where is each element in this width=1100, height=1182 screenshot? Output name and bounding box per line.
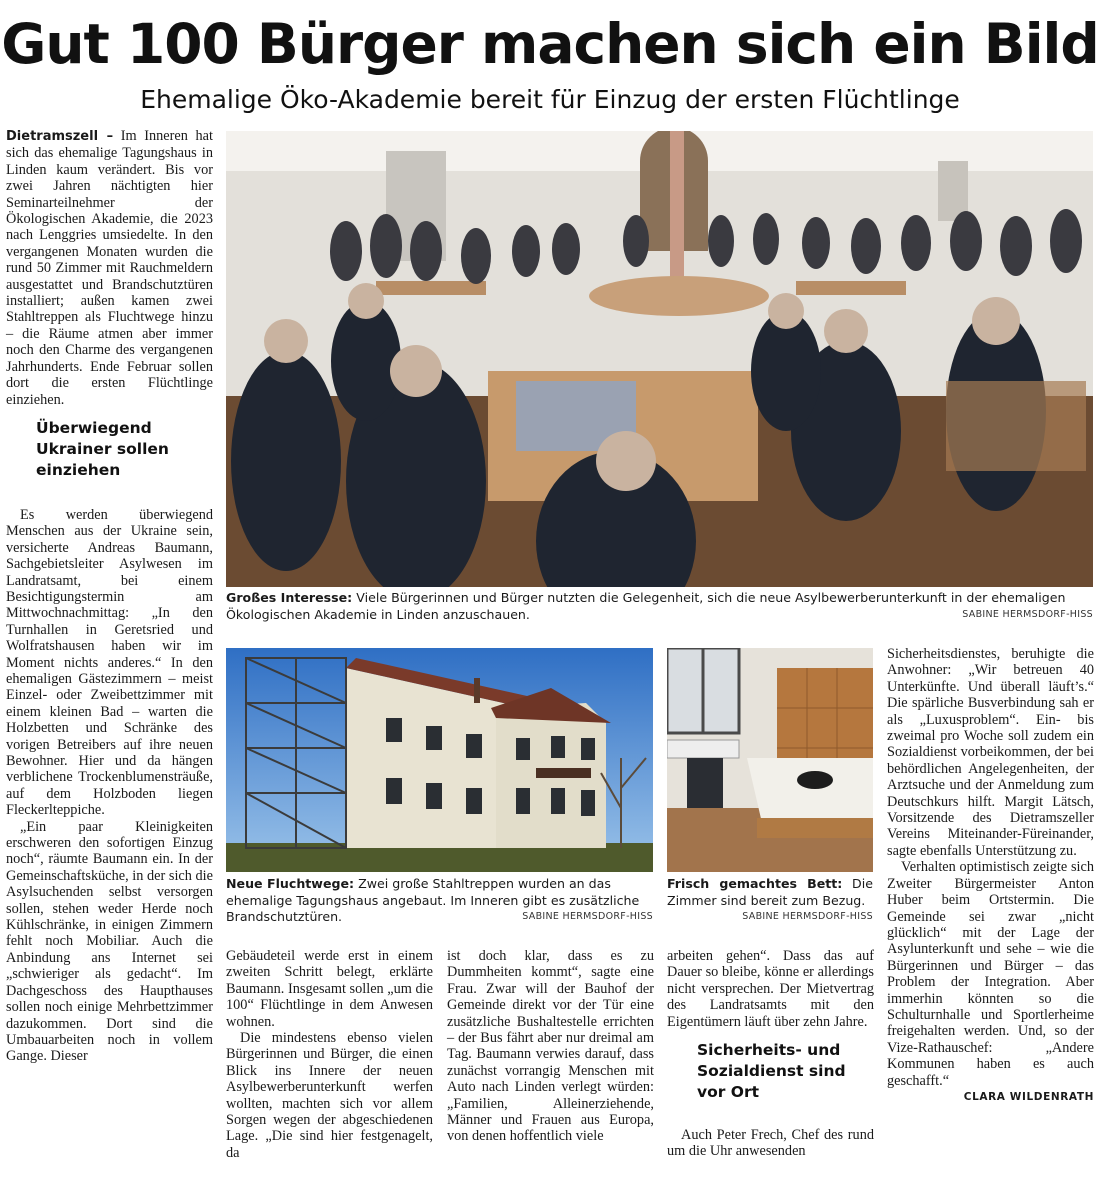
photo-credit: SABINE HERMSDORF-HISS (742, 911, 873, 922)
paragraph-4: Gebäudeteil werde erst in einem zweiten Schritt belegt, erklärte Baumann. Insgesamt sollen „um die 100“ Flüchtlinge in dem Anwesen wohnen. (226, 948, 433, 1030)
caption-lead: Neue Fluchtwege: (226, 876, 355, 891)
room-photo (667, 648, 873, 872)
caption-text: Viele Bürgerinnen und Bürger nutzten die Gelegenheit, sich die neue Asylbewerberunterkunft in der ehemaligen Ökologischen Akademie in Linden anzuschauen. (226, 590, 1066, 622)
caption-lead: Frisch gemachtes Bett: (667, 876, 843, 891)
photo-credit: SABINE HERMSDORF-HISS (962, 608, 1093, 620)
paragraph-8: Auch Peter Frech, Chef des rund um die Uhr anwesenden (667, 1127, 874, 1160)
subheadline: Ehemalige Öko-Akademie bereit für Einzug der ersten Flüchtlinge (140, 85, 960, 114)
paragraph-10: Verhalten optimistisch zeigte sich Zweiter Bürgermeister Anton Huber beim Ortstermin. Die Gemeinde sei zwar „nicht glücklich“ mit der Lage der Asylunterkunft und sehe – wie die Bürgerinnen und Bürger – das Problem der Integration. Aber immerhin könnten so die Schulturnhalle und Sportlerheime freigehalten werden. Und, so der Vize-Rathauschef: „Andere Kommunen haben es auch geschafft.“ (887, 859, 1094, 1089)
main-photo-caption (226, 590, 1093, 623)
headline: Gut 100 Bürger machen sich ein Bild (1, 12, 1099, 76)
paragraph-1 (6, 128, 213, 408)
paragraph-5: Die mindestens ebenso vielen Bürgerinnen und Bürger, die einen Blick ins Innere der neuen Asylbewerberunterkunft werfen wollten, machten sich vor allem Sorgen wegen der abgeschiedenen Lage. „Die sind hier festgenagelt, da (226, 1030, 433, 1161)
photo-credit: SABINE HERMSDORF-HISS (522, 911, 653, 922)
section-subhead-2: Sicherheits- und Sozialdienst sind vor Ort (697, 1041, 846, 1102)
paragraph-1-text: Im Inneren hat sich das ehemalige Tagungshaus in Linden kaum verändert. Bis vor zwei Jahren nächtigten hier Seminarteilnehmer der Ökologischen Akademie, die 2023 nach Lenggries umsiedelte. In den vergangenen Monaten wurden die rund 50 Zimmer mit Rauchmeldern ausgestattet und Brandschutztüren installiert; außen kamen zwei Stahltreppen als Fluchtwege hinzu – die Räume atmen aber immer noch den Charme des vergangenen Jahrhunderts. Ende Februar sollen dort die ersten Flüchtlinge einziehen. (6, 128, 213, 408)
dateline: Dietramszell – (6, 129, 114, 144)
article-column-3 (447, 948, 654, 1145)
building-photo (226, 648, 653, 872)
author-byline: CLARA WILDENRATH (963, 1090, 1094, 1103)
paragraph-2: Es werden überwiegend Menschen aus der Ukraine sein, versicherte Andreas Baumann, Sachgebietsleiter Asylwesen im Landratsamt, bei einem Besichtigungstermin am Mittwochnachmittag: „In den Turnhallen in Geretsried und Wolfratshausen haben wir im Moment nichts anderes.“ In den ehemaligen Gästezimmern – meist Einzel- oder Zweibettzimmer mit einem kleinen Bad – warten die Holzbetten und Schränke des vorigen Betreibers auf ihre neuen Bewohner. Hier und da hängen verblichene Trockenblumensträuße, auf dem Holzboden liegen Fleckerlteppiche. (6, 506, 213, 819)
room-photo-caption (667, 876, 873, 926)
caption-text: Zwei große Stahltreppen wurden an das ehemalige Tagungshaus angebaut. Im Inneren gibt es zusätzliche Brandschutztüren. (226, 876, 640, 924)
caption-lead: Großes Interesse: (226, 590, 353, 605)
article-column-4 (667, 948, 874, 1160)
paragraph-3: „Ein paar Kleinigkeiten erschweren den sofortigen Einzug noch“, räumte Baumann ein. In der Gemeinschaftsküche, in der sich die Asylsuchenden selbst versorgen sollen, stehen weder Herde noch Kühlschränke, in einigen Zimmern fehlt noch Mobiliar. Auch die Anbindung ans Internet sei „schwieriger als gedacht“. Im Dachgeschoss des Haupthauses sollen noch einige Mehrbettzimmer dazukommen. Dort sind die Umbauarbeiten noch in vollem Gange. Dieser (6, 818, 213, 1065)
paragraph-9: Sicherheitsdienstes, beruhigte die Anwohner: „Wir betreuen 40 Unterkünfte. Und überall läuft’s.“ Die spärliche Busverbindung sah er als „Luxusproblem“. Ein- bis zweimal pro Woche soll zudem ein Sozialdienst vorbeikommen, der bei behördlichen Angelegenheiten, der Arztsuche und der Anmeldung zum Deutschkurs hilft. Margit Lätsch, Vorsitzende des Dietramszeller Vereins Miteinander-Füreinander, sagte ebenfalls Unterstützung zu. (887, 646, 1094, 859)
article-column-2 (226, 948, 433, 1161)
article-column-1 (6, 128, 213, 1065)
caption-text: Die Zimmer sind bereit zum Bezug. (667, 876, 873, 908)
main-photo (226, 131, 1093, 587)
building-illustration (226, 648, 653, 872)
paragraph-6: ist doch klar, dass es zu Dummheiten kommt“, sagte eine Frau. Zwar will der Bauhof der Gemeinde direkt vor der Tür eine zusätzliche Bushaltestelle errichten – der Bus fährt aber nur dreimal am Tag. Baumann verwies darauf, dass zunächst vorrangig Menschen mit Auto nach Linden verlegt würden: „Familien, Alleinerziehende, Männer und Frauen aus Europa, von denen hoffentlich viele (447, 948, 654, 1145)
article-column-5 (887, 646, 1094, 1105)
paragraph-7: arbeiten gehen“. Dass das auf Dauer so bleibe, könne er allerdings nicht versprechen. Der Mietvertrag des Landratsamts mit den Eigentümern läuft über zehn Jahre. (667, 948, 874, 1030)
building-photo-caption (226, 876, 653, 926)
section-subhead-1: Überwiegend Ukrainer sollen einziehen (36, 418, 169, 479)
bedroom-illustration (667, 648, 873, 872)
meeting-room-illustration (226, 131, 1093, 587)
